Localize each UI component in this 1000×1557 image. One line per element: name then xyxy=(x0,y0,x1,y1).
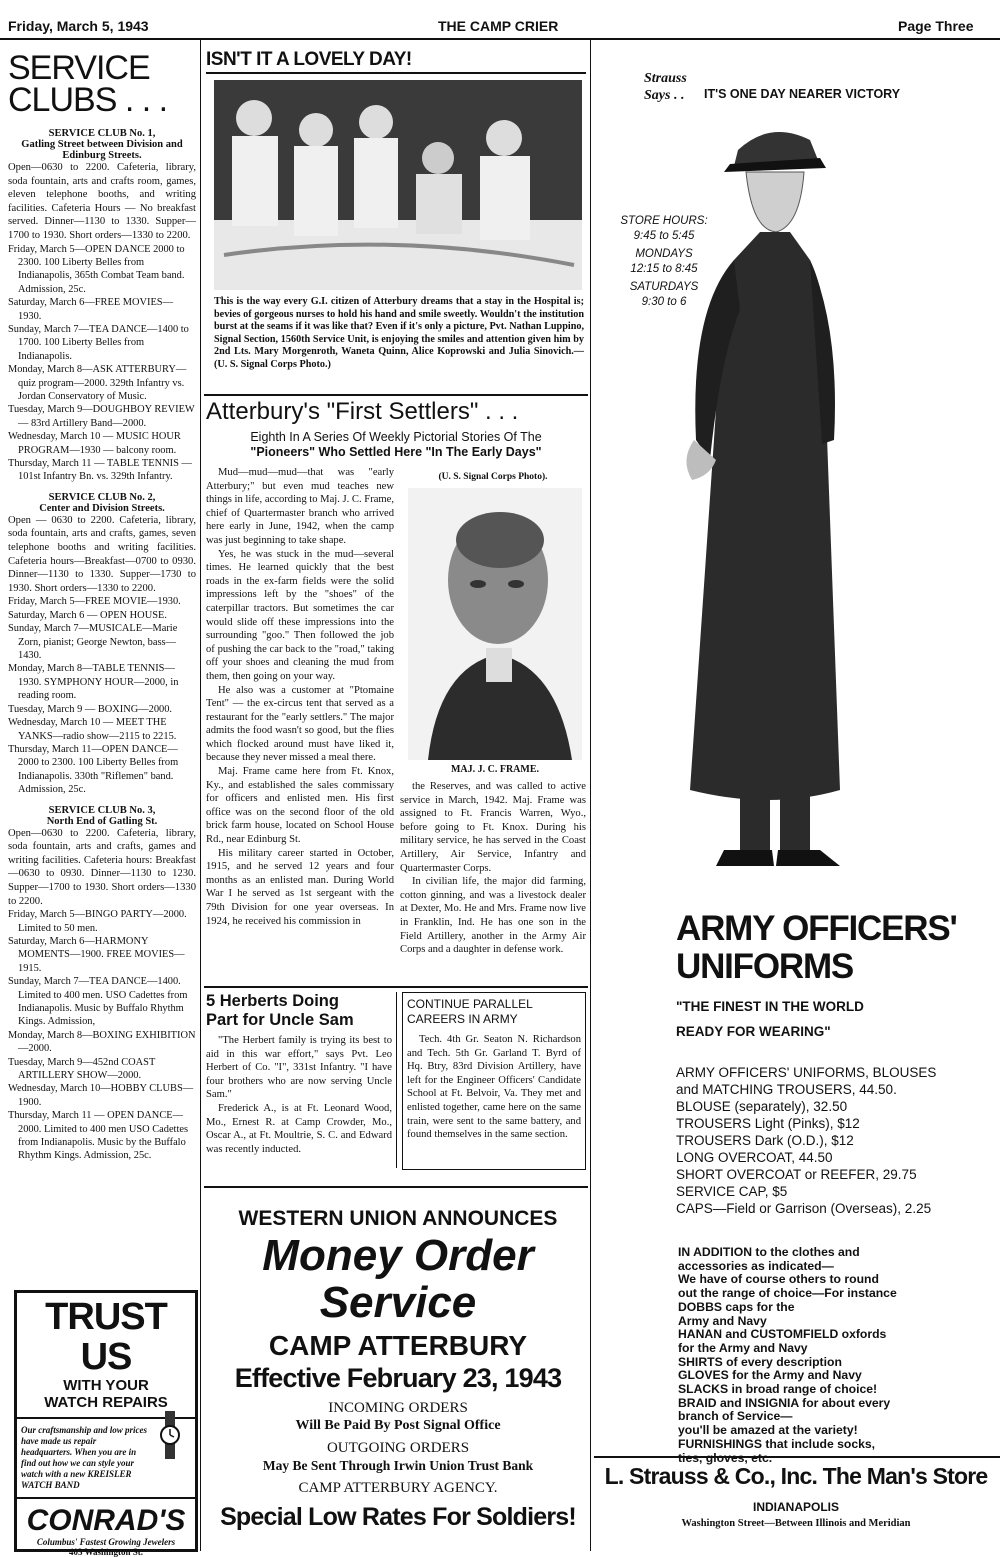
addition-line: BRAID and INSIGNIA for about every xyxy=(678,1395,891,1410)
addition-line: you'll be amazed at the variety! xyxy=(678,1423,858,1438)
addition-line: SLACKS in broad range of choice! xyxy=(678,1382,878,1397)
club-event: Wednesday, March 10 — MUSIC HOUR PROGRAM—1930 — balcony room. xyxy=(8,431,181,456)
uniform-price-item: TROUSERS Light (Pinks), $12 xyxy=(676,1116,860,1131)
paper-name: THE CAMP CRIER xyxy=(438,18,559,34)
club-event: Friday, March 5—FREE MOVIE—1930. xyxy=(8,596,181,608)
wu-low-rates: Special Low Rates For Soldiers! xyxy=(220,1503,576,1531)
strauss-says xyxy=(644,70,687,104)
wu-effective: Effective February 23, 1943 xyxy=(234,1363,562,1393)
wu-incoming-detail: Will Be Paid By Post Signal Office xyxy=(295,1418,501,1433)
uniform-price-item: SERVICE CAP, $5 xyxy=(676,1184,788,1199)
store-hours-title: STORE HOURS: xyxy=(620,215,708,227)
service-clubs-title xyxy=(8,52,196,119)
club-event: Tuesday, March 9—452nd COAST ARTILLERY SHOW—2000. xyxy=(8,1056,156,1081)
club1-name: SERVICE CLUB No. 1, xyxy=(48,128,156,139)
addition-line: HANAN and CUSTOMFIELD oxfords xyxy=(678,1327,887,1342)
uniform-price-item: BLOUSE (separately), 32.50 xyxy=(676,1099,848,1114)
strauss-headline xyxy=(676,910,957,986)
uniform-price-item: SHORT OVERCOAT or REEFER, 29.75 xyxy=(676,1167,917,1182)
club-event: Wednesday, March 10 — MEET THE YANKS—radio show—2115 to 2215. xyxy=(8,717,177,742)
first-settlers-headline: Atterbury's "First Settlers" . . . xyxy=(206,398,519,425)
club-event: Sunday, March 7—MUSICALE—Marie Zorn, pianist; George Newton, bass—1430. xyxy=(8,623,178,662)
herberts-headline: 5 Herberts Doing xyxy=(206,992,339,1010)
wu-agency: CAMP ATTERBURY AGENCY. xyxy=(298,1480,498,1496)
conrads-body: Our craftsmanship and low prices have made us repair headquarters. When you are in find out how we can style your watch with a new KREISLER WATCH BAND xyxy=(21,1425,148,1490)
column-rule xyxy=(396,992,397,1168)
wu-camp: CAMP ATTERBURY xyxy=(268,1330,528,1361)
conrads-tagline: Columbus' Fastest Growing Jewelers xyxy=(36,1537,176,1547)
club-event: Wednesday, March 10—HOBBY CLUBS—1900. xyxy=(8,1083,194,1108)
parallel-headline: CAREERS IN ARMY xyxy=(407,1012,518,1026)
club-event: Monday, March 8—BOXING EXHIBITION—2000. xyxy=(8,1029,196,1055)
strauss-addition-list xyxy=(678,1246,978,1465)
club-event: Saturday, March 6—FREE MOVIES—1930. xyxy=(8,297,173,322)
issue-date: Friday, March 5, 1943 xyxy=(8,18,149,34)
first-settlers-col2-text xyxy=(400,780,586,957)
club-event: Sunday, March 7—TEA DANCE—1400. Limited to 400 men. USO Cadettes from Indianapolis. Music by Buffalo Rhythm Kings. Admission, xyxy=(8,976,188,1028)
addition-line: DOBBS caps for the xyxy=(678,1299,795,1314)
lovely-day-caption: This is the way every G.I. citizen of Atterbury dreams that a stay in the Hospital is; bevies of gorgeous nurses to hold his hand and smile sweetly. Wouldn't the institution burst at the seams if it was like that? Even if it's only a picture, Pvt. Nathan Luppino, Signal Section, 1560th Service Unit, is enjoying the smiles and attention given him by 2nd Lts. Mary Morgenroth, Waneta Quinn, Alice Koprowski and Julia Sinovich.—(U. S. Signal Corps Photo.) xyxy=(214,296,584,370)
uniform-price-item: and MATCHING TROUSERS, 44.50. xyxy=(676,1082,897,1097)
club-event: Thursday, March 11—OPEN DANCE—2000 to 2300. 100 Liberty Belles from Indianapolis. 330th "Riflemen" band. Admission, 25c. xyxy=(8,743,179,796)
strauss-says-line: Says . . xyxy=(644,88,685,103)
wu-service: Service xyxy=(319,1278,477,1327)
conrads-headline: TRUST US xyxy=(45,1296,167,1378)
store-hours-saturdays: 9:30 to 6 xyxy=(641,295,687,308)
addition-line: We have of course others to round xyxy=(678,1272,879,1287)
watch-icon xyxy=(157,1411,183,1459)
club2-name: SERVICE CLUB No. 2, xyxy=(48,491,156,503)
column-rule xyxy=(200,40,201,1551)
club3-name: SERVICE CLUB No. 3, xyxy=(48,804,156,816)
parallel-careers-story xyxy=(402,992,586,1170)
article-paragraph: Yes, he was stuck in the mud—several times. He learned quickly that the best roads in the ex-farm fields were the solid impressions left by the "shoes" of the caterpillar tractors. But sometimes the car would slide off these impressions into the surrounding "goo." Then followed the job of pushing the car back to the "road," taking off your shoes and cleaning the mud from them, then going on your way. xyxy=(206,548,394,682)
wu-outgoing: OUTGOING ORDERS xyxy=(326,1440,470,1456)
wu-money-order: Money Order xyxy=(262,1231,534,1280)
nurses-photo xyxy=(214,80,582,290)
wu-incoming: INCOMING ORDERS xyxy=(328,1400,468,1416)
club-event: Tuesday, March 9—DOUGHBOY REVIEW — 83rd Artillery Band—2000. xyxy=(8,404,195,429)
club3-location: North End of Gatling St. xyxy=(46,815,158,827)
lovely-day-headline: ISN'T IT A LOVELY DAY! xyxy=(206,50,586,74)
addition-line: out the range of choice—For instance xyxy=(678,1286,897,1301)
addition-line: GLOVES for the Army and Navy xyxy=(678,1368,862,1383)
herberts-body xyxy=(206,1034,392,1156)
addition-line: branch of Service— xyxy=(678,1409,793,1424)
club-event: Thursday, March 11 — TABLE TENNIS — 101st Infantry Bn. vs. 329th Infantry. xyxy=(8,458,192,483)
addition-line: for the Army and Navy xyxy=(678,1340,808,1355)
parallel-body: Tech. 4th Gr. Seaton N. Richardson and Tech. 5th Gr. Garland T. Byrd of Hq. Btry, 83rd Division Artillery, have left for the Engineer Officers' Candidate School at Ft. Belvoir, Va. They met and enlisted together, came here on the same train, were sent to the same battery, and found themselves in the same section. xyxy=(407,1034,581,1141)
club-event: Friday, March 5—BINGO PARTY—2000. Limited to 50 men. xyxy=(8,909,187,934)
conrads-subhead: WITH YOUR xyxy=(63,1377,149,1394)
uniform-price-item: ARMY OFFICERS' UNIFORMS, BLOUSES xyxy=(676,1065,937,1080)
uniform-price-item: TROUSERS Dark (O.D.), $12 xyxy=(676,1133,854,1148)
club-event: Monday, March 8—ASK ATTERBURY—quiz program—2000. 329th Infantry vs. Jordan Conservatory of Music. xyxy=(8,364,187,403)
service-clubs-title-line: SERVICE xyxy=(8,52,150,87)
club-event: Thursday, March 11 — OPEN DANCE—2000. Limited to 400 men USO Cadettes from Indianapolis. Music by the Buffalo Rhythm Kings. Admission, 25c. xyxy=(8,1110,188,1162)
section-rule xyxy=(594,1456,1000,1458)
strauss-slogan: IT'S ONE DAY NEARER VICTORY xyxy=(704,87,901,101)
service-clubs-column xyxy=(8,52,196,1272)
strauss-headline-line: UNIFORMS xyxy=(676,947,854,986)
first-settlers-subhead: "Pioneers" Who Settled Here "In The Early Days" xyxy=(250,445,542,459)
strauss-address: Washington Street—Between Illinois and Meridian xyxy=(681,1518,911,1529)
conrads-name: CONRAD'S xyxy=(26,1504,186,1537)
strauss-store-name: L. Strauss & Co., Inc. The Man's Store xyxy=(604,1463,988,1489)
store-hours-saturdays-label: SATURDAYS xyxy=(629,281,699,293)
club1-events xyxy=(8,243,196,484)
first-settlers-col2 xyxy=(400,780,586,980)
store-hours-mondays-label: MONDAYS xyxy=(635,248,693,260)
strauss-tagline xyxy=(676,994,864,1044)
article-paragraph: Frederick A., is at Ft. Leonard Wood, Mo., Ernest R. at Camp Crowder, Mo., Oscar A., at Ft. Moultrie, S. C. and Edward was recently inducted. xyxy=(206,1102,392,1155)
club3-info: Open—0630 to 2200. Cafeteria, library, soda fountain, arts and crafts, games and writing facilities. Cafeteria hours: Breakfast—0630 to 0930. Dinner—1130 to 1230. Supper—1700 to 1930. Short orders—1330 to 2200. xyxy=(8,827,196,907)
club-event: Saturday, March 6 — OPEN HOUSE. xyxy=(8,609,167,621)
club1-location: Gatling Street between Division and Edinburg Streets. xyxy=(21,139,183,161)
section-rule xyxy=(204,986,588,988)
uniform-price-list xyxy=(676,1064,976,1217)
section-rule xyxy=(204,1186,588,1188)
strauss-tagline-line: "THE FINEST IN THE WORLD xyxy=(676,999,864,1014)
article-paragraph: "The Herbert family is trying its best to aid in this war effort," says Pvt. Leo Herbert of Co. "I", 331st Infantry. "I have four brothers who are now serving Uncle Sam." xyxy=(206,1035,392,1101)
store-hours-weekday: 9:45 to 5:45 xyxy=(633,229,695,242)
club2-info: Open — 0630 to 2200. Cafeteria, library, soda fountain, arts and crafts, games, seven telephone booths and writing facilities. Cafeteria hours—Breakfast—0700 to 0930. Dinner—1130 to 1330. Supper—1730 to 1930. Short orders—1330 to 2200. xyxy=(8,514,196,594)
service-clubs-title-line: CLUBS . . . xyxy=(8,81,168,119)
addition-line: IN ADDITION to the clothes and xyxy=(678,1245,860,1259)
article-paragraph: In civilian life, the major did farming, cotton ginning, and was a livestock dealer at Dexter, Mo. He and Mrs. Frame now live in Franklin, Ind. He has one son in the Field Artillery, another in the Army Air Corps and a daughter in defense work. xyxy=(400,876,586,956)
frame-photo-caption: MAJ. J. C. FRAME. xyxy=(450,764,540,775)
herberts-story xyxy=(206,992,392,1156)
club-event: Tuesday, March 9 — BOXING—2000. xyxy=(8,703,173,715)
first-settlers-subhead: Eighth In A Series Of Weekly Pictorial Stories Of The xyxy=(250,430,542,444)
club-event: Friday, March 5—OPEN DANCE 2000 to 2300. 100 Liberty Belles from Indianapolis, 365th Combat Team band. Admission, 25c. xyxy=(8,243,185,295)
addition-line: accessories as indicated— xyxy=(678,1258,834,1273)
first-settlers-col1 xyxy=(206,466,394,986)
addition-line: SHIRTS of every description xyxy=(678,1354,842,1369)
article-paragraph: Maj. Frame came here from Ft. Knox, Ky., and established the sales commissary for officers and enlisted men. His first office was on the second floor of the old brick farm house, located on School House Rd., near Edinburg St. xyxy=(206,766,394,846)
masthead-rule xyxy=(0,38,1000,40)
addition-line: FURNISHINGS that include socks, xyxy=(678,1436,876,1451)
article-paragraph: His military career started in October, 1915, and he served 12 years and four months as an enlisted man. During World War I he served as 1st sergeant with the 79th Division for one year overseas. In 1924, he received his commission in xyxy=(206,847,394,927)
first-settlers-col1-text xyxy=(206,466,394,928)
conrads-subhead: WATCH REPAIRS xyxy=(44,1394,168,1411)
club2-events xyxy=(8,595,196,796)
club-event: Sunday, March 7—TEA DANCE—1400 to 1700. 100 Liberty Belles from Indianapolis. xyxy=(8,324,189,362)
wu-announces: WESTERN UNION ANNOUNCES xyxy=(238,1207,558,1230)
conrads-ad xyxy=(14,1290,198,1557)
conrads-divider xyxy=(17,1497,195,1499)
section-rule xyxy=(204,394,588,396)
article-paragraph: the Reserves, and was called to active service in March, 1942. Maj. Frame was assigned to Ft. Francis Warren, Wyo., before going to Ft. Knox. During his military service, he has served in the Coast Artillery, Air Service, Infantry and Quartermaster Corps. xyxy=(400,781,586,874)
strauss-city: INDIANAPOLIS xyxy=(752,1500,839,1514)
article-paragraph: Mud—mud—mud—that was "early Atterbury;" but even mud teaches new things in life, according to Maj. J. C. Frame, chief of Quartermaster branch who arrived here early in June, 1942, when the camp was just beginning to take shape. xyxy=(206,467,394,546)
club1-info: Open—0630 to 2200. Cafeteria, library, soda fountain, arts and crafts room, games, eleven telephone booths, and writing facilities. Cafeteria Hours — No breakfast served. Dinner—1130 to 1330. Supper—1700 to 1930. Short orders—1330 to 2200. xyxy=(8,162,196,241)
parallel-headline: CONTINUE PARALLEL xyxy=(407,997,533,1011)
conrads-address: 403 Washington St. xyxy=(68,1547,144,1557)
strauss-says-line: Strauss xyxy=(644,71,687,86)
officer-illustration xyxy=(650,110,880,890)
page-number: Page Three xyxy=(898,18,974,34)
wu-outgoing-detail: May Be Sent Through Irwin Union Trust Bank xyxy=(262,1458,534,1473)
club3-events xyxy=(8,908,196,1163)
frame-photo-credit: (U. S. Signal Corps Photo). xyxy=(438,472,548,482)
strauss-headline-line: ARMY OFFICERS' xyxy=(676,909,957,948)
club-event: Monday, March 8—TABLE TENNIS—1930. SYMPHONY HOUR—2000, in reading room. xyxy=(8,663,179,702)
addition-line: Army and Navy xyxy=(678,1313,767,1328)
major-frame-photo xyxy=(408,488,582,760)
column-rule xyxy=(590,40,591,1551)
article-paragraph: He also was a customer at "Ptomaine Tent" — the ex-circus tent that served as a restaurant for the "early settlers." The major admits the food wasn't so good, but the flies which flocked around must have liked it, because they never missed a meal there. xyxy=(206,684,394,764)
store-hours-mondays: 12:15 to 8:45 xyxy=(630,262,698,275)
western-union-ad xyxy=(214,1198,582,1544)
uniform-price-item: LONG OVERCOAT, 44.50 xyxy=(676,1150,833,1165)
herberts-headline: Part for Uncle Sam xyxy=(206,1011,354,1029)
uniform-price-item: CAPS—Field or Garrison (Overseas), 2.25 xyxy=(676,1201,932,1216)
strauss-tagline-line: READY FOR WEARING" xyxy=(676,1024,831,1039)
club-event: Saturday, March 6—HARMONY MOMENTS—1900. FREE MOVIES—1915. xyxy=(8,935,185,974)
club2-location: Center and Division Streets. xyxy=(39,502,165,514)
